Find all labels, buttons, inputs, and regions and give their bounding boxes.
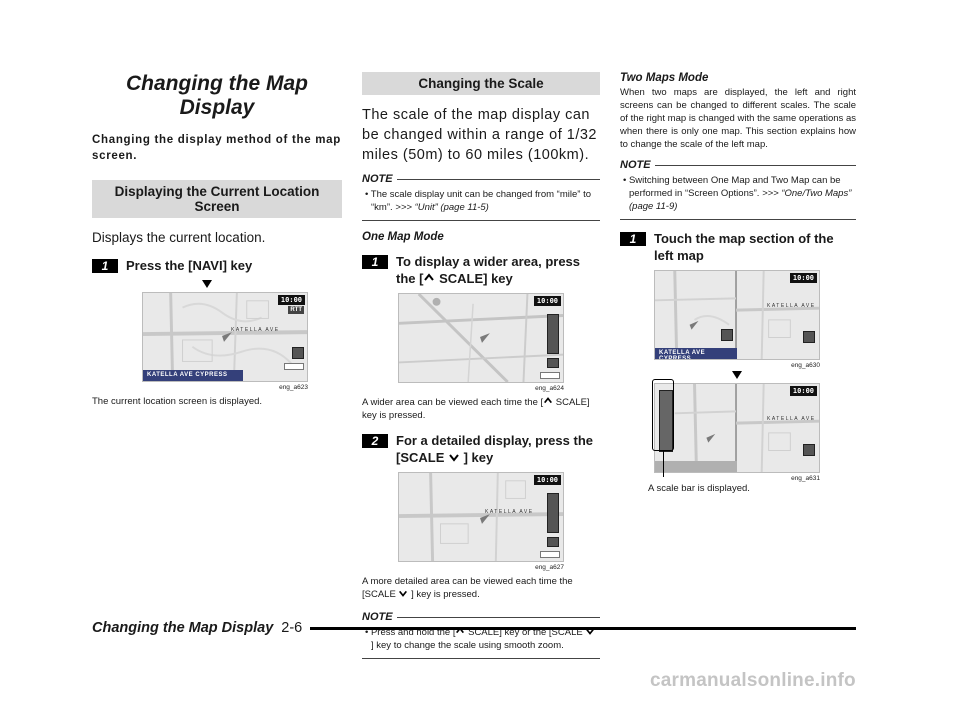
scale-indicator bbox=[284, 363, 304, 370]
subheading-one-map-mode: One Map Mode bbox=[362, 231, 444, 243]
map-zoom-button[interactable] bbox=[547, 537, 559, 547]
location-bar: KATELLA AVE CYPRESS bbox=[655, 348, 737, 359]
map-roads bbox=[655, 271, 819, 359]
scale-indicator bbox=[540, 372, 560, 379]
figure-caption: A wider area can be viewed each time the [ SCALE] key is pressed. bbox=[362, 397, 590, 421]
section-heading-scale: Changing the Scale bbox=[362, 72, 600, 95]
figure-id: eng_a624 bbox=[535, 385, 564, 392]
section-lead: Displays the current location. bbox=[92, 230, 266, 245]
map-screen bbox=[142, 292, 308, 382]
caret-up-icon bbox=[543, 396, 553, 406]
note-label: NOTE bbox=[620, 159, 651, 171]
caret-up-icon bbox=[423, 272, 435, 284]
map-screen bbox=[654, 270, 820, 360]
figure-caption: The current location screen is displayed. bbox=[92, 396, 263, 407]
note-rule bbox=[655, 165, 856, 166]
map-zoom-button[interactable] bbox=[721, 329, 733, 341]
map-screen bbox=[398, 293, 564, 383]
location-bar bbox=[655, 461, 737, 472]
callout-line bbox=[663, 451, 664, 477]
cross-reference: >>> “Unit” (page 11-5) bbox=[395, 202, 489, 213]
page-footer bbox=[92, 620, 856, 636]
map-figure-two-maps bbox=[654, 270, 820, 369]
street-label: KATELLA AVE bbox=[485, 509, 534, 515]
scale-bar-callout: A scale bar is displayed. bbox=[648, 483, 750, 494]
page-number: 2-6 bbox=[281, 620, 303, 636]
note-screen-options bbox=[620, 159, 856, 220]
map-roads bbox=[143, 293, 307, 381]
step-2-zoom-in bbox=[362, 432, 600, 466]
map-figure-detailed bbox=[398, 472, 564, 571]
note-rule bbox=[397, 617, 600, 618]
map-screen bbox=[654, 383, 820, 473]
scale-bar-highlight bbox=[652, 379, 674, 451]
figure-id: eng_a630 bbox=[791, 362, 820, 369]
footer-title: Changing the Map Display bbox=[92, 620, 274, 636]
scale-bar[interactable] bbox=[547, 493, 559, 533]
column-middle bbox=[362, 72, 600, 669]
step-1-zoom-out bbox=[362, 253, 600, 287]
map-zoom-button[interactable] bbox=[547, 358, 559, 368]
watermark: carmanualsonline.info bbox=[650, 670, 856, 691]
step-number: 1 bbox=[362, 255, 388, 269]
note-label: NOTE bbox=[362, 173, 393, 185]
note-end-rule bbox=[620, 219, 856, 220]
step-number: 1 bbox=[92, 259, 118, 273]
clock-display: 10:00 bbox=[790, 273, 817, 283]
map-screen bbox=[398, 472, 564, 562]
note-label: NOTE bbox=[362, 611, 393, 623]
step-number: 2 bbox=[362, 434, 388, 448]
note-text: • The scale display unit can be changed from “mile” to “km”. >>> “Unit” (page 11-5) bbox=[365, 189, 591, 213]
map-figure-wide-area bbox=[398, 293, 564, 392]
page-title: Changing the Map Display bbox=[126, 72, 308, 119]
note-unit bbox=[362, 173, 600, 221]
step-text: Touch the map section of the left map bbox=[654, 231, 834, 263]
step-1-navi bbox=[92, 257, 342, 274]
column-left bbox=[92, 72, 342, 408]
column-right bbox=[620, 72, 856, 495]
note-rule bbox=[397, 179, 600, 180]
scale-indicator bbox=[540, 551, 560, 558]
map-figure-current-location bbox=[142, 292, 308, 391]
note-end-rule bbox=[362, 220, 600, 221]
clock-display: 10:00 bbox=[534, 475, 561, 485]
note-end-rule bbox=[362, 658, 600, 659]
rtt-button[interactable]: RTT bbox=[290, 307, 302, 313]
street-label: KATELLA AVE bbox=[767, 303, 816, 309]
caret-down-icon bbox=[398, 588, 408, 598]
map-zoom-button[interactable] bbox=[803, 331, 815, 343]
caret-down-icon bbox=[448, 451, 460, 463]
map-roads bbox=[655, 384, 819, 472]
location-bar: KATELLA AVE CYPRESS bbox=[143, 370, 243, 381]
scale-bar[interactable] bbox=[547, 314, 559, 354]
two-maps-description: When two maps are displayed, the left and right screens can be changed to different scales. The scale of the right map is changed with the same operations as when there is only one map. This section explains how to change the scale of the left map. bbox=[620, 87, 856, 150]
clock-display: 10:00 bbox=[278, 295, 305, 305]
subheading-two-maps-mode: Two Maps Mode bbox=[620, 72, 709, 84]
figure-caption: A more detailed area can be viewed each time the [SCALE ] key is pressed. bbox=[362, 576, 573, 600]
step-text: For a detailed display, press the [SCALE ] key bbox=[396, 433, 593, 465]
cross-reference: >>> “One/Two Maps” (page 11-9) bbox=[629, 188, 852, 212]
street-label: KATELLA AVE bbox=[767, 416, 816, 422]
note-text: • Switching between One Map and Two Map can be performed in “Screen Options”. >>> “One/Two Maps” (page 11-9) bbox=[623, 175, 852, 212]
figure-id: eng_a631 bbox=[791, 475, 820, 482]
map-roads bbox=[399, 473, 563, 561]
figure-id: eng_a623 bbox=[279, 384, 308, 391]
down-arrow-icon bbox=[732, 371, 742, 379]
section-heading-current-location: Displaying the Current Location Screen bbox=[92, 180, 342, 218]
note-text: • Press and hold the [ SCALE] key or the [SCALE ] key to change the scale using smooth zoom. bbox=[362, 626, 600, 652]
map-figure-scale-bar bbox=[654, 383, 820, 482]
step-number: 1 bbox=[620, 232, 646, 246]
page-subtitle: Changing the display method of the map screen. bbox=[92, 134, 341, 162]
map-zoom-button[interactable] bbox=[292, 347, 304, 359]
street-label: KATELLA AVE bbox=[231, 327, 280, 333]
footer-rule bbox=[310, 627, 856, 630]
clock-display: 10:00 bbox=[534, 296, 561, 306]
step-text: To display a wider area, press the [ SCALE] key bbox=[396, 254, 581, 286]
map-zoom-button[interactable] bbox=[803, 444, 815, 456]
map-roads bbox=[399, 294, 563, 382]
step-text: Press the [NAVI] key bbox=[126, 258, 253, 273]
figure-id: eng_a627 bbox=[535, 564, 564, 571]
section-lead: The scale of the map display can be changed within a range of 1/32 miles (50m) to 60 miles (100km). bbox=[362, 107, 597, 163]
down-arrow-icon bbox=[202, 280, 212, 288]
clock-display: 10:00 bbox=[790, 386, 817, 396]
step-1-touch-left-map bbox=[620, 230, 856, 264]
